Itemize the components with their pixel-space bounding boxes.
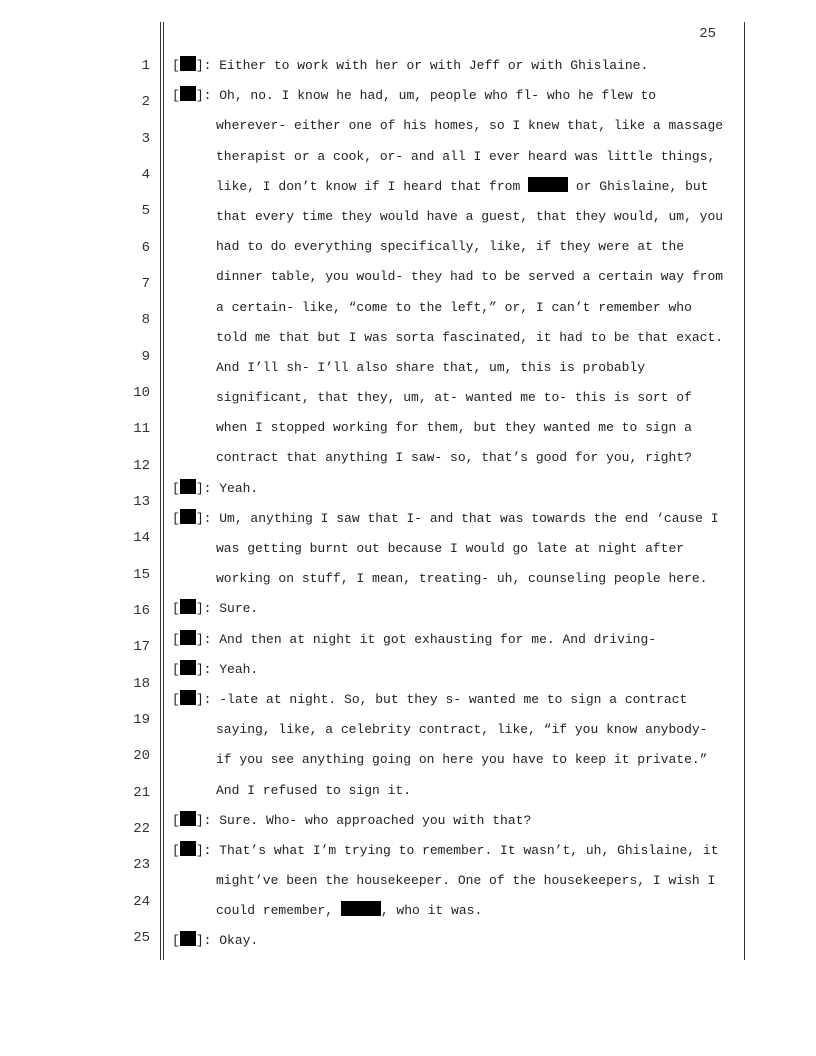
- line-text: ]: Um, anything I saw that I- and that was towards the end ‘cause I: [195, 510, 719, 526]
- line-text: significant, that they, um, at- wanted me to- this is sort of: [216, 390, 692, 406]
- line-number: 15: [133, 566, 150, 583]
- line-number: 13: [133, 493, 150, 510]
- speaker-line: [172, 931, 742, 961]
- continuation-line: [172, 781, 742, 811]
- line-number: 2: [141, 94, 150, 111]
- continuation-line: [172, 267, 742, 297]
- line-text: if you see anything going on here you have to keep it private.”: [216, 752, 708, 768]
- left-margin-rule-inner: [163, 22, 164, 960]
- line-number: 7: [141, 275, 150, 292]
- continuation-line: [172, 871, 742, 901]
- line-text: told me that but I was sorta fascinated, it had to be that exact.: [216, 329, 724, 345]
- continuation-line: [172, 539, 742, 569]
- redacted-name: [341, 901, 381, 916]
- speaker-bracket: [: [172, 88, 180, 104]
- line-text: dinner table, you would- they had to be served a certain way from: [216, 269, 724, 285]
- line-text: saying, like, a celebrity contract, like, “if you know anybody-: [216, 722, 708, 738]
- line-number: 20: [133, 748, 150, 765]
- line-text: ]: Yeah.: [195, 480, 259, 496]
- continuation-line: [172, 207, 742, 237]
- line-number: 10: [133, 384, 150, 401]
- line-number-column: [116, 56, 150, 964]
- continuation-line: [172, 901, 742, 931]
- line-number: 21: [133, 784, 150, 801]
- speaker-bracket: [: [172, 661, 180, 677]
- line-number: 25: [133, 929, 150, 946]
- line-text: ]: Oh, no. I know he had, um, people who fl- who he flew to: [195, 88, 657, 104]
- line-text: And I refused to sign it.: [216, 782, 412, 798]
- redacted-speaker-name: [180, 599, 196, 614]
- line-number: 4: [141, 166, 150, 183]
- continuation-line: [172, 448, 742, 478]
- continuation-line: [172, 569, 742, 599]
- line-number: 19: [133, 711, 150, 728]
- line-number: 6: [141, 239, 150, 256]
- line-number: 11: [133, 421, 150, 438]
- continuation-line: [172, 750, 742, 780]
- redacted-speaker-name: [180, 509, 196, 524]
- speaker-line: [172, 811, 742, 841]
- speaker-bracket: [: [172, 933, 180, 949]
- line-number: 3: [141, 130, 150, 147]
- line-text: ]: Okay.: [195, 933, 259, 949]
- speaker-bracket: [: [172, 631, 180, 647]
- line-text: a certain- like, “come to the left,” or, I can’t remember who: [216, 299, 692, 315]
- redacted-speaker-name: [180, 931, 196, 946]
- speaker-line: [172, 660, 742, 690]
- speaker-line: [172, 509, 742, 539]
- line-text: had to do everything specifically, like, if they were at the: [216, 239, 685, 255]
- line-text: wherever- either one of his homes, so I knew that, like a massage: [216, 118, 724, 134]
- line-text: ]: Either to work with her or with Jeff or with Ghislaine.: [195, 58, 649, 73]
- speaker-line: [172, 630, 742, 660]
- continuation-line: [172, 418, 742, 448]
- redacted-speaker-name: [180, 86, 196, 101]
- line-text: like, I don’t know if I heard that from: [216, 178, 529, 194]
- speaker-bracket: [: [172, 842, 180, 858]
- line-number: 1: [141, 58, 150, 74]
- continuation-line: [172, 328, 742, 358]
- line-number: 18: [133, 675, 150, 692]
- line-text: ]: That’s what I’m trying to remember. It wasn’t, uh, Ghislaine, it: [195, 842, 719, 858]
- speaker-bracket: [: [172, 510, 180, 526]
- line-text: might’ve been the housekeeper. One of the housekeepers, I wish I: [216, 873, 716, 889]
- continuation-line: [172, 177, 742, 207]
- speaker-bracket: [: [172, 812, 180, 828]
- line-number: 14: [133, 530, 150, 547]
- line-number: 23: [133, 857, 150, 874]
- redacted-speaker-name: [180, 690, 196, 705]
- continuation-line: [172, 147, 742, 177]
- redacted-speaker-name: [180, 660, 196, 675]
- continuation-line: [172, 237, 742, 267]
- right-margin-rule: [744, 22, 745, 960]
- line-text: that every time they would have a guest, that they would, um, you: [216, 208, 724, 224]
- speaker-line: [172, 479, 742, 509]
- speaker-line: [172, 86, 742, 116]
- line-text: ]: And then at night it got exhausting for me. And driving-: [195, 631, 657, 647]
- continuation-line: [172, 720, 742, 750]
- line-text: ]: Sure.: [195, 601, 259, 617]
- redacted-name: [528, 177, 568, 192]
- line-number: 8: [141, 312, 150, 329]
- speaker-bracket: [: [172, 691, 180, 707]
- left-margin-rule: [160, 22, 161, 960]
- line-text: ]: Sure. Who- who approached you with that?: [195, 812, 532, 828]
- speaker-bracket: [: [172, 58, 180, 73]
- line-text: therapist or a cook, or- and all I ever heard was little things,: [216, 148, 716, 164]
- transcript-text: [172, 56, 742, 962]
- line-text: , who it was.: [380, 903, 483, 919]
- redacted-speaker-name: [180, 479, 196, 494]
- speaker-line: [172, 690, 742, 720]
- redacted-speaker-name: [180, 811, 196, 826]
- line-text: or Ghislaine, but: [568, 178, 709, 194]
- continuation-line: [172, 388, 742, 418]
- page-number: 25: [699, 26, 716, 42]
- line-number: 9: [141, 348, 150, 365]
- continuation-line: [172, 116, 742, 146]
- continuation-line: [172, 358, 742, 388]
- line-number: 17: [133, 639, 150, 656]
- redacted-speaker-name: [180, 630, 196, 645]
- line-number: 5: [141, 203, 150, 220]
- continuation-line: [172, 298, 742, 328]
- line-text: when I stopped working for them, but they wanted me to sign a: [216, 420, 692, 436]
- line-text: was getting burnt out because I would go late at night after: [216, 541, 685, 556]
- line-text: contract that anything I saw- so, that’s good for you, right?: [216, 450, 692, 466]
- redacted-speaker-name: [180, 841, 196, 856]
- line-number: 12: [133, 457, 150, 474]
- line-number: 24: [133, 893, 150, 910]
- speaker-line: [172, 599, 742, 629]
- speaker-bracket: [: [172, 601, 180, 617]
- redacted-speaker-name: [180, 56, 196, 71]
- speaker-line: [172, 841, 742, 871]
- line-text: could remember,: [216, 903, 341, 919]
- speaker-line: [172, 56, 742, 86]
- line-text: And I’ll sh- I’ll also share that, um, this is probably: [216, 359, 646, 375]
- speaker-bracket: [: [172, 480, 180, 496]
- line-text: working on stuff, I mean, treating- uh, counseling people here.: [216, 571, 708, 587]
- line-number: 22: [133, 820, 150, 837]
- line-text: ]: -late at night. So, but they s- wanted me to sign a contract: [195, 691, 688, 707]
- line-number: 16: [133, 602, 150, 619]
- line-text: ]: Yeah.: [195, 661, 259, 677]
